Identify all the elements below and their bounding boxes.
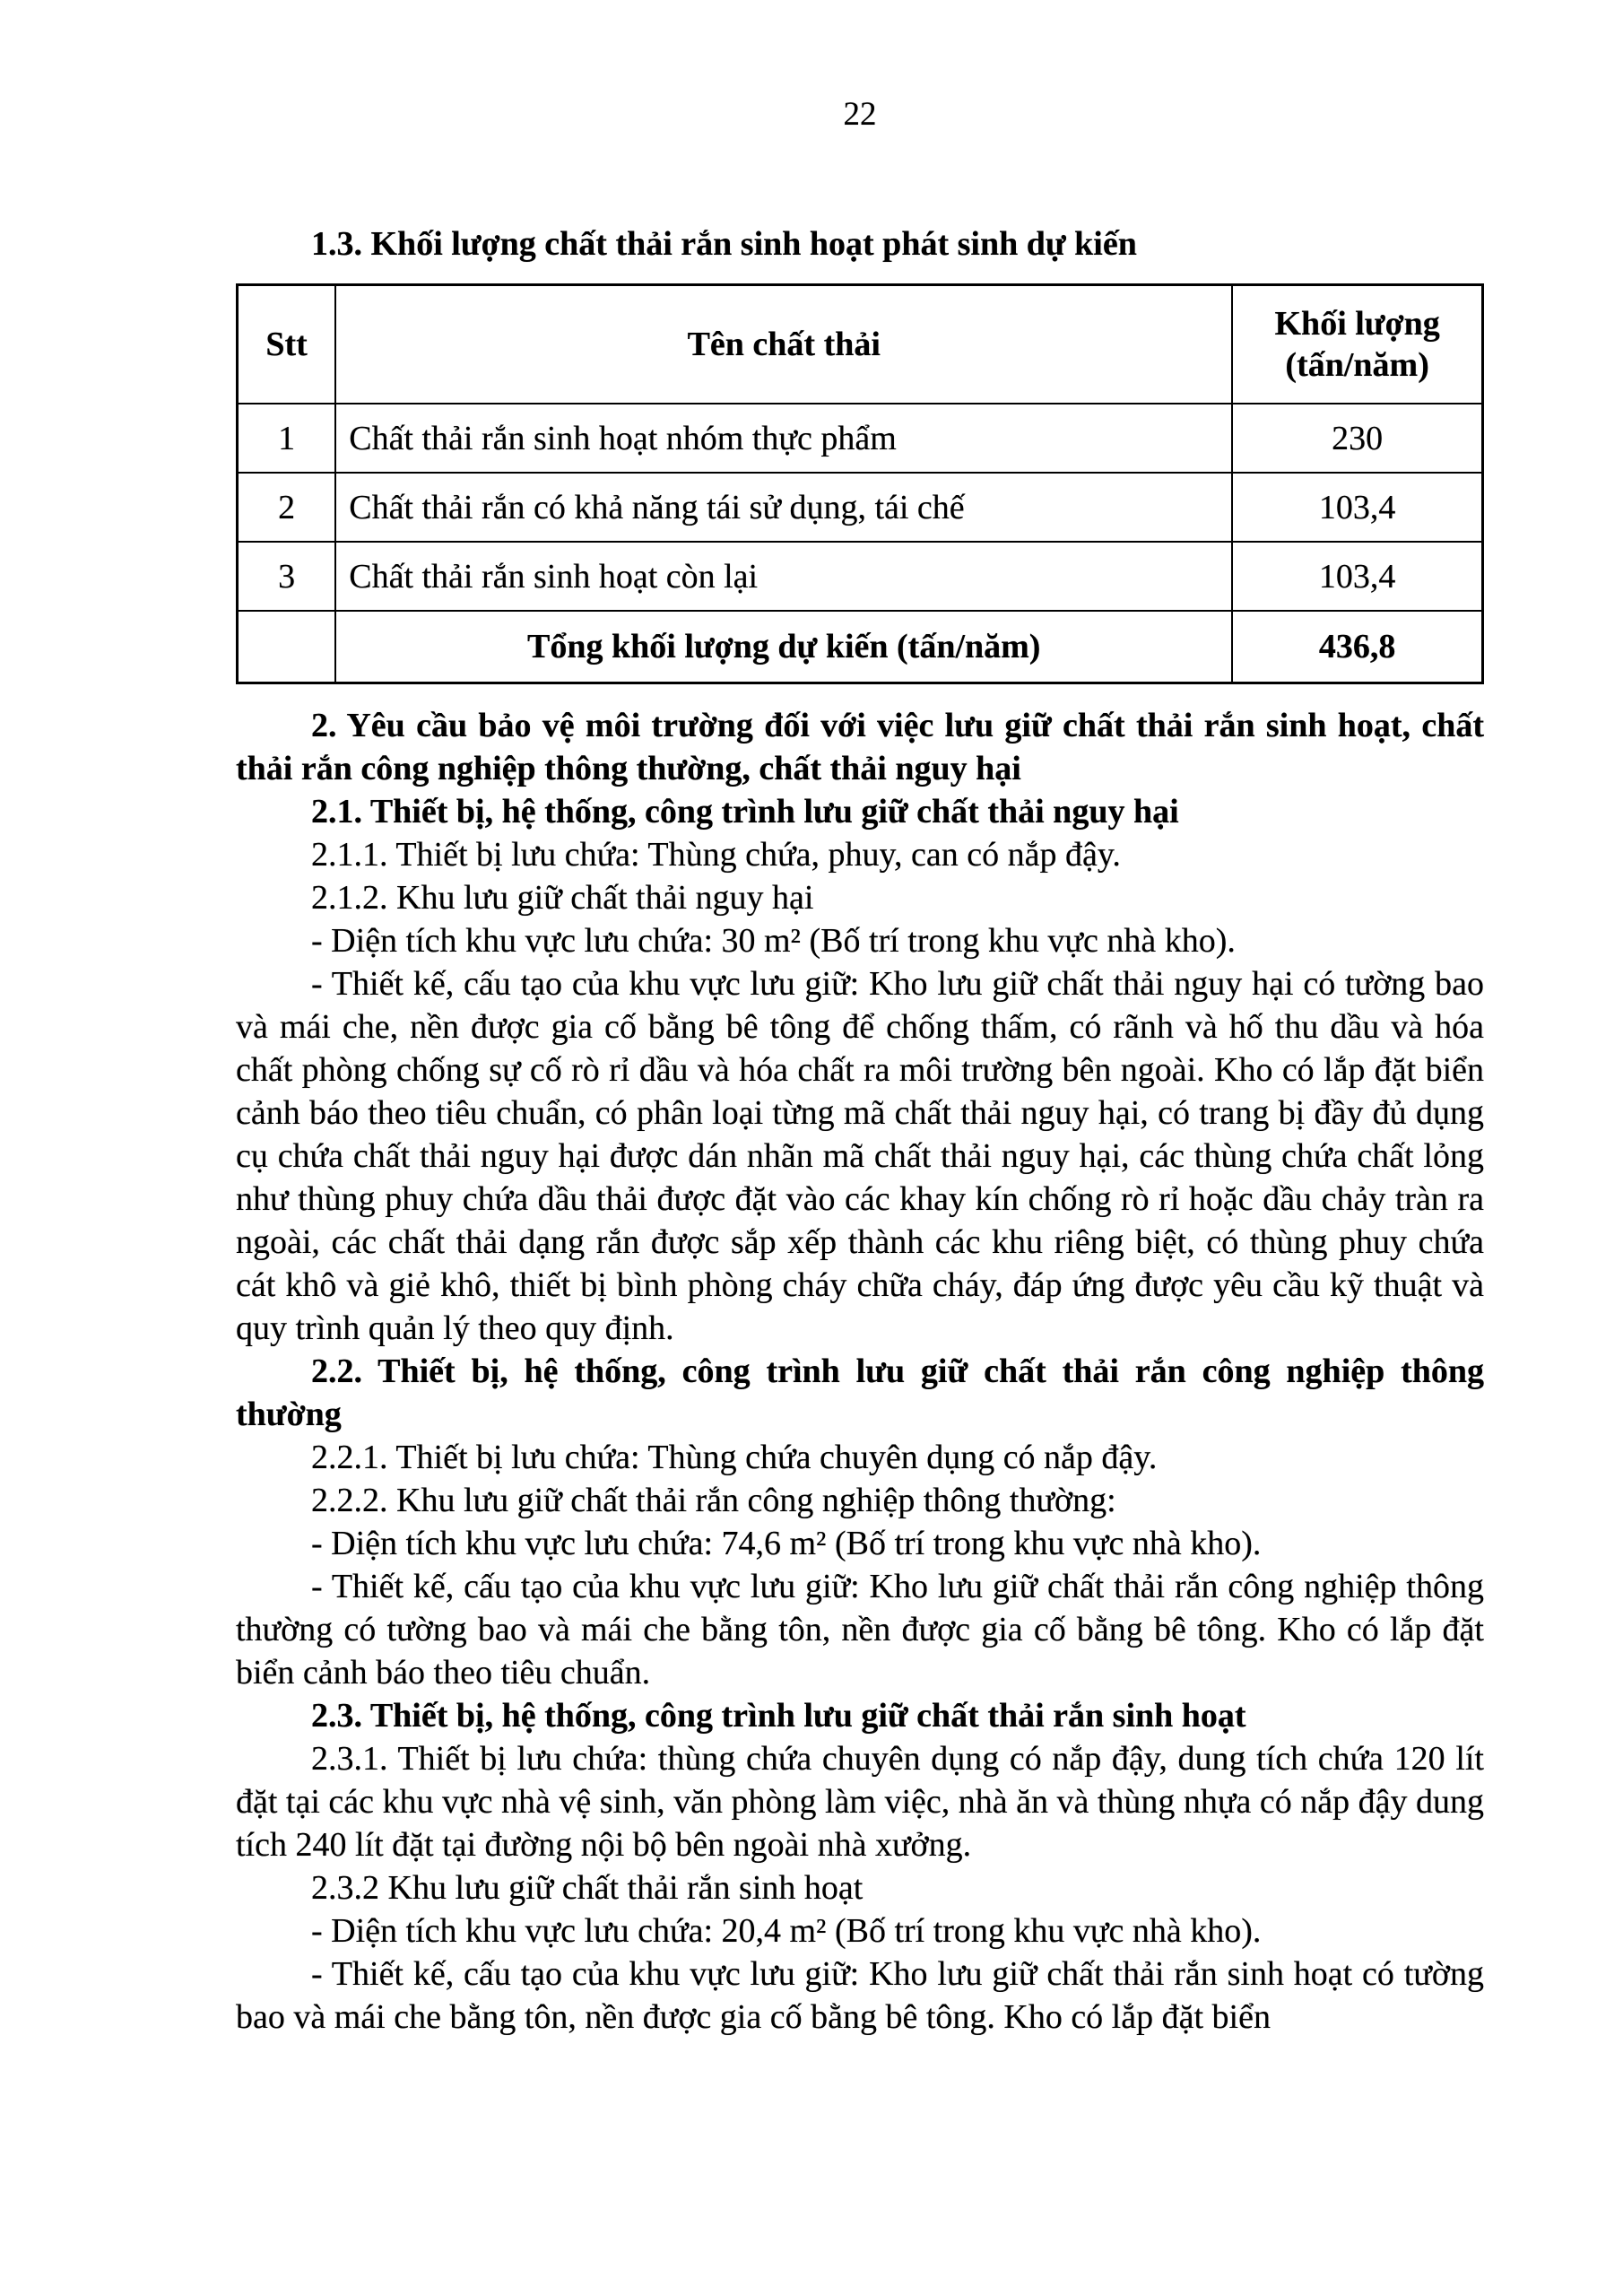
table-header-mass — [1232, 285, 1482, 404]
table-header-mass-line2: (tấn/năm) — [1285, 346, 1429, 384]
table-header-row — [238, 285, 1483, 404]
table-row — [238, 473, 1483, 542]
table-header-mass-line1: Khối lượng — [1274, 305, 1440, 343]
paragraph-section-2-2-heading: 2.2. Thiết bị, hệ thống, công trình lưu giữ chất thải rắn công nghiệp thông thường — [236, 1352, 1484, 1433]
page-number: 22 — [843, 96, 877, 133]
waste-volume-table — [236, 283, 1484, 684]
paragraph-2-1-2-design: - Thiết kế, cấu tạo của khu vực lưu giữ: Kho lưu giữ chất thải nguy hại có tường bao và mái che, nền được gia cố bằng bê tông để chống thấm, có rãnh và hố thu dầu và hóa chất phòng chống sự cố rò rỉ dầu và hóa chất ra môi trường bên ngoài. Kho có lắp đặt biển cảnh báo theo tiêu chuẩn, có phân loại từng mã chất thải nguy hại, có trang bị đầy đủ dụng cụ chứa chất thải nguy hại được dán nhãn mã chất thải nguy hại, các thùng chứa chất lỏng như thùng phuy chứa dầu thải được đặt vào các khay kín chống rò rỉ hoặc dầu chảy tràn ra ngoài, các chất thải dạng rắn được sắp xếp thành các khu riêng biệt, có thùng phuy chứa cát khô và giẻ khô, thiết bị bình phòng cháy chữa cháy, đáp ứng được yêu cầu kỹ thuật và quy trình quản lý theo quy định. — [236, 965, 1484, 1347]
table-row — [238, 404, 1483, 473]
paragraph-2-3-2: 2.3.2 Khu lưu giữ chất thải rắn sinh hoạt — [311, 1869, 864, 1907]
paragraph-2-1-2-area: - Diện tích khu vực lưu chứa: 30 m² (Bố trí trong khu vực nhà kho). — [311, 922, 1236, 960]
total-row-label: Tổng khối lượng dự kiến (tấn/năm) — [335, 611, 1232, 683]
paragraph-2-2-2-area: - Diện tích khu vực lưu chứa: 74,6 m² (Bố trí trong khu vực nhà kho). — [311, 1525, 1262, 1562]
row-3-stt: 3 — [238, 542, 336, 611]
paragraph-2-2-2: 2.2.2. Khu lưu giữ chất thải rắn công nghiệp thông thường: — [311, 1482, 1116, 1519]
row-3-waste-name: Chất thải rắn sinh hoạt còn lại — [335, 542, 1232, 611]
row-2-mass: 103,4 — [1232, 473, 1482, 542]
total-row-empty-cell — [238, 611, 336, 683]
body-text — [236, 704, 1484, 2039]
paragraph-section-2-heading: 2. Yêu cầu bảo vệ môi trường đối với việc lưu giữ chất thải rắn sinh hoạt, chất thải rắn công nghiệp thông thường, chất thải nguy hại — [236, 707, 1484, 787]
table-header-waste-name: Tên chất thải — [335, 285, 1232, 404]
table-header-stt: Stt — [238, 285, 336, 404]
paragraph-2-3-2-design: - Thiết kế, cấu tạo của khu vực lưu giữ: Kho lưu giữ chất thải rắn sinh hoạt có tường bao và mái che bằng tôn, nền được gia cố bằng bê tông. Kho có lắp đặt biển — [236, 1955, 1484, 2036]
row-1-waste-name: Chất thải rắn sinh hoạt nhóm thực phẩm — [335, 404, 1232, 473]
paragraph-2-3-1: 2.3.1. Thiết bị lưu chứa: thùng chứa chuyên dụng có nắp đậy, dung tích chứa 120 lít đặt tại các khu vực nhà vệ sinh, văn phòng làm việc, nhà ăn và thùng nhựa có nắp đậy dung tích 240 lít đặt tại đường nội bộ bên ngoài nhà xưởng. — [236, 1740, 1484, 1864]
paragraph-2-1-2: 2.1.2. Khu lưu giữ chất thải nguy hại — [311, 879, 814, 917]
paragraph-2-2-2-design: - Thiết kế, cấu tạo của khu vực lưu giữ: Kho lưu giữ chất thải rắn công nghiệp thông thường có tường bao và mái che bằng tôn, nền được gia cố bằng bê tông. Kho có lắp đặt biển cảnh báo theo tiêu chuẩn. — [236, 1568, 1484, 1692]
table-row — [238, 542, 1483, 611]
row-2-stt: 2 — [238, 473, 336, 542]
paragraph-2-3-2-area: - Diện tích khu vực lưu chứa: 20,4 m² (Bố trí trong khu vực nhà kho). — [311, 1912, 1262, 1950]
paragraph-section-2-3-heading: 2.3. Thiết bị, hệ thống, công trình lưu giữ chất thải rắn sinh hoạt — [311, 1697, 1246, 1735]
row-3-mass: 103,4 — [1232, 542, 1482, 611]
table-total-row — [238, 611, 1483, 683]
row-1-mass: 230 — [1232, 404, 1482, 473]
paragraph-2-1-1: 2.1.1. Thiết bị lưu chứa: Thùng chứa, phuy, can có nắp đậy. — [311, 836, 1121, 874]
paragraph-section-2-1-heading: 2.1. Thiết bị, hệ thống, công trình lưu giữ chất thải nguy hại — [311, 793, 1179, 831]
paragraph-2-2-1: 2.2.1. Thiết bị lưu chứa: Thùng chứa chuyên dụng có nắp đậy. — [311, 1439, 1158, 1476]
row-2-waste-name: Chất thải rắn có khả năng tái sử dụng, tái chế — [335, 473, 1232, 542]
section-1-3-heading: 1.3. Khối lượng chất thải rắn sinh hoạt phát sinh dự kiến — [311, 225, 1137, 263]
total-row-value: 436,8 — [1232, 611, 1482, 683]
row-1-stt: 1 — [238, 404, 336, 473]
